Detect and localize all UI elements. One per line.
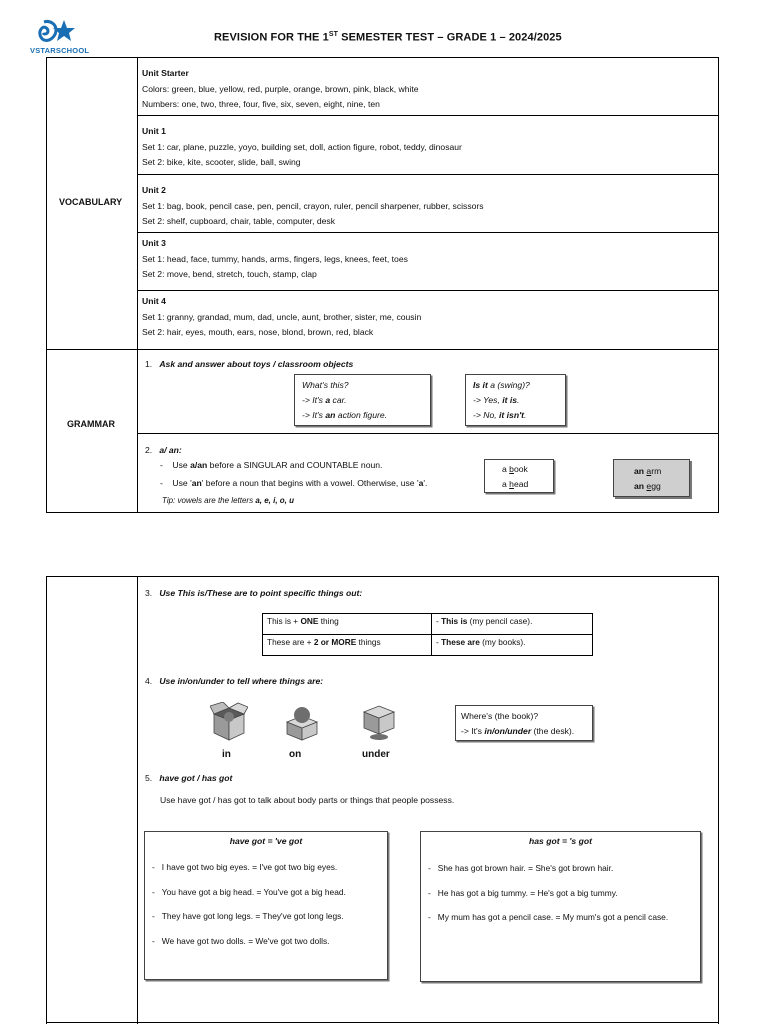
page-title: REVISION FOR THE 1ST SEMESTER TEST – GRADE 1 – 2024/2025 (214, 31, 562, 44)
an-examples-box: an arm an egg (613, 459, 690, 497)
a-an-rule-2: - Use 'an' before a noun that begins with a vowel. Otherwise, use 'a'. (160, 478, 428, 488)
under-box-icon (361, 702, 397, 747)
where-box: Where's (the book)? -> It's in/on/under (the desk). (455, 705, 593, 741)
list-item: - We have got two dolls. = We've got two dolls. (152, 935, 330, 946)
school-logo (30, 18, 102, 56)
unit-2: Unit 2 Set 1: bag, book, pencil case, pen, pencil, crayon, ruler, pencil sharpener, rubber, scissors Set 2: shelf, cupboard, chair, table, computer, desk (142, 185, 484, 226)
has-got-box: has got = 's got - She has got brown hair. = She's got brown hair. - He has got a big tummy. = He's got a big tummy. - My mum has got a pencil case. = My mum's got a pencil case. (420, 831, 701, 982)
list-item: - They have got long legs. = They've got long legs. (152, 911, 344, 921)
on-label: on (289, 749, 302, 760)
list-item: - My mum has got a pencil case. = My mum's got a pencil case. (428, 912, 669, 922)
is-it-box: Is it a (swing)? -> Yes, it is. -> No, it isn't. (465, 374, 566, 426)
in-label: in (222, 749, 231, 760)
grammar-item-1-heading: 1. Ask and answer about toys / classroom objects (145, 359, 354, 369)
under-label: under (362, 749, 390, 760)
unit-starter: Unit Starter Colors: green, blue, yellow, red, purple, orange, brown, pink, black, white Numbers: one, two, three, four, five, six, seven, eight, nine, ten (142, 68, 419, 109)
unit-1: Unit 1 Set 1: car, plane, puzzle, yoyo, building set, doll, action figure, robot, teddy, dinosaur Set 2: bike, kite, scooter, slide, ball, swing (142, 126, 462, 167)
grammar-item-2-heading: 2. a/ an: (145, 445, 182, 455)
list-item: - You have got a big head. = You've got a big head. (152, 886, 346, 897)
unit-3: Unit 3 Set 1: head, face, tummy, hands, arms, fingers, legs, knees, feet, toes Set 2: move, bend, stretch, touch, stamp, clap (142, 238, 408, 279)
vstar-logo-icon (30, 18, 90, 46)
grammar-item-3-heading: 3. Use This is/These are to point specific things out: (145, 588, 363, 598)
whats-this-box: What's this? -> It's a car. -> It's an action figure. (294, 374, 431, 426)
list-item: - I have got two big eyes. = I've got two big eyes. (152, 862, 338, 872)
vocabulary-label: VOCABULARY (59, 197, 123, 207)
have-got-description: Use have got / has got to talk about body parts or things that people possess. (160, 795, 455, 805)
table-row: These are + 2 or MORE things - These are (my books). (263, 635, 593, 656)
grammar-item-5-heading: 5. have got / has got (145, 773, 233, 783)
list-item: - He has got a big tummy. = He's got a big tummy. (428, 887, 618, 898)
on-box-icon (284, 704, 320, 747)
grammar-label: GRAMMAR (67, 419, 115, 429)
this-these-table (262, 613, 593, 656)
logo-text: VSTARSCHOOL (30, 46, 90, 55)
a-examples-box: a book a head (484, 459, 554, 493)
table-row: This is + ONE thing - This is (my pencil case). (263, 614, 593, 635)
vowel-tip: Tip: vowels are the letters a, e, i, o, u (162, 496, 294, 505)
list-item: - She has got brown hair. = She's got brown hair. (428, 863, 614, 873)
grammar-item-4-heading: 4. Use in/on/under to tell where things are: (145, 676, 324, 686)
have-got-box: have got = 've got - I have got two big eyes. = I've got two big eyes. - You have got a big head. = You've got a big head. - They have got long legs. = They've got long legs. - We have got two dolls. = We've got two dolls. (144, 831, 388, 980)
in-box-icon (210, 702, 248, 747)
a-an-rule-1: - Use a/an before a SINGULAR and COUNTABLE noun. (160, 460, 383, 470)
unit-4: Unit 4 Set 1: granny, grandad, mum, dad, uncle, aunt, brother, sister, me, cousin Set 2: hair, eyes, mouth, ears, nose, blond, brown, red, black (142, 296, 422, 337)
